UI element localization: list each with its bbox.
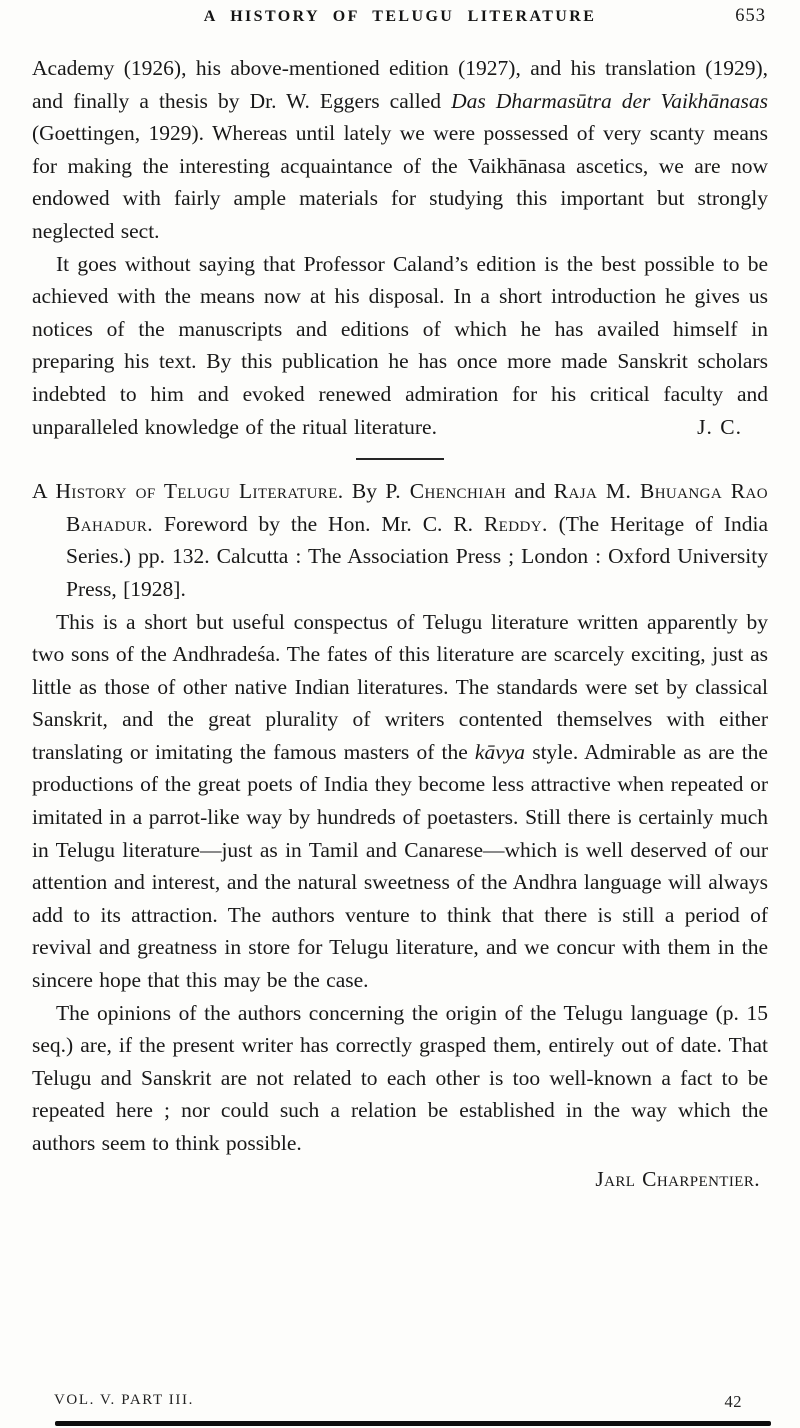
- paragraph: [32, 1163, 768, 1196]
- smallcaps-text: A History of Telugu Literature.: [32, 479, 344, 504]
- smallcaps-text: P. Chenchiah: [385, 479, 507, 504]
- paragraph: [32, 997, 768, 1160]
- paragraph: [32, 475, 768, 605]
- paragraph: [32, 248, 768, 444]
- smallcaps-text: Raja M. Bhuanga Rao Bahadur.: [66, 479, 769, 536]
- text-run: and: [506, 479, 554, 504]
- text-run: This is a short but useful conspectus of Telugu literature written apparently by two sons of the Andhradeśa. The fates of this literature are scarcely exciting, just as little as those of other native Indian literatures. The standards were set by classical Sanskrit, and the great plurality of writers contented themselves with either translating or imitating the famous masters of the: [32, 609, 768, 764]
- text-run: Foreword by the Hon. Mr. C. R.: [153, 511, 484, 536]
- text-run: (The Heritage of India Series.) pp. 132. Calcutta : The Association Press ; London : Oxford University Press, [1928].: [66, 511, 768, 601]
- paragraph: [32, 52, 768, 248]
- running-title: A HISTORY OF TELUGU LITERATURE: [203, 8, 597, 25]
- page-footer: [32, 1392, 768, 1412]
- page-number: 653: [735, 6, 766, 26]
- page-edge-artifact: [55, 1421, 771, 1426]
- text-run: Academy (1926), his above-mentioned edition (1927), and his translation (1929), and finally a thesis by Dr. W. Eggers called: [32, 56, 768, 113]
- reviewer-initials: J. C.: [697, 414, 742, 439]
- text-run: The opinions of the authors concerning the origin of the Telugu language (p. 15 seq.) are, if the present writer has correctly grasped them, entirely out of date. That Telugu and Sanskrit are not related to each other is too well-known a fact to be repeated here ; nor could such a relation be established in the way which the authors seem to think possible.: [32, 1000, 768, 1155]
- paragraph: [32, 606, 768, 997]
- page-body: [32, 52, 768, 1195]
- text-run: By: [343, 479, 386, 504]
- sheet-number: 42: [724, 1392, 742, 1411]
- section-divider: [356, 458, 444, 460]
- text-run: (Goettingen, 1929). Whereas until lately we were possessed of very scanty means for making the interesting acquaintance of the Vaikhānasa ascetics, we are now endowed with fairly ample materials for studying this important but strongly neglected sect.: [32, 121, 768, 243]
- smallcaps-text: Reddy.: [483, 511, 548, 536]
- italic-text: kāvya: [474, 739, 526, 764]
- text-run: style. Admirable as are the productions of the great poets of India they become less attractive when repeated or imitated in a parrot-like way by hundreds of poetasters. Still there is certainly much in Telugu literature—just as in Tamil and Canarese—which is well deserved of our attention and interest, and the natural sweetness of the Andhra language will always add to its attraction. The authors venture to think that there is still a period of revival and greatness in store for Telugu literature, and we concur with them in the sincere hope that this may be the case.: [32, 739, 768, 993]
- italic-text: Das Dharmasūtra der Vaikhānasas: [451, 88, 769, 113]
- page-header: [32, 6, 768, 32]
- volume-part-label: VOL. V. PART III.: [54, 1392, 194, 1408]
- smallcaps-text: Jarl Charpentier.: [595, 1166, 760, 1191]
- text-run: It goes without saying that Professor Caland’s edition is the best possible to be achieved with the means now at his disposal. In a short introduction he gives us notices of the manuscripts and editions of which he has availed himself in preparing his text. By this publication he has once more made Sanskrit scholars indebted to him and evoked renewed admiration for his critical faculty and unparalleled knowledge of the ritual literature.: [32, 251, 768, 439]
